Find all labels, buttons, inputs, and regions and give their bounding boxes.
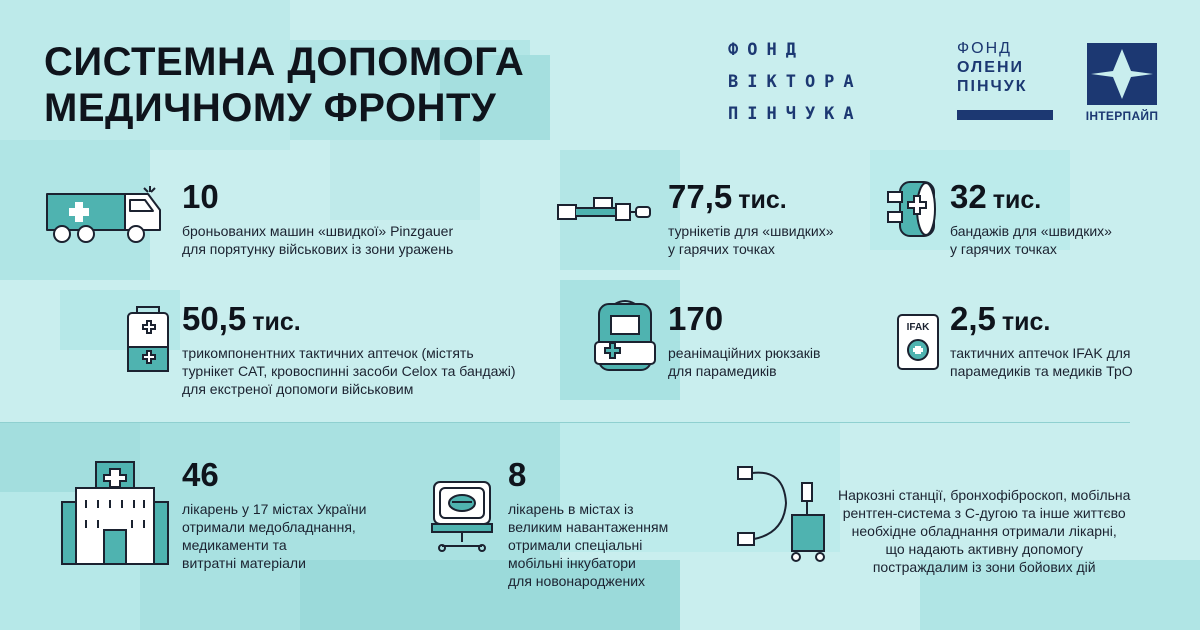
ifak-label: IFAK xyxy=(906,322,930,333)
page-title-line-2: МЕДИЧНОМУ ФРОНТУ xyxy=(44,86,497,130)
bandage-icon xyxy=(886,178,940,240)
stat-unit: тис. xyxy=(252,308,301,336)
stat-bandages xyxy=(950,180,1112,258)
stat-number: 170 xyxy=(668,300,724,337)
incubator-icon xyxy=(430,478,494,554)
stat-number: 50,5 тис. xyxy=(182,300,301,337)
stat-number: 2,5 тис. xyxy=(950,300,1051,337)
stat-description: тактичних аптечок IFAK для парамедиків та медиків ТрО xyxy=(950,345,1133,379)
stat-ambulances xyxy=(182,180,453,258)
stat-tourniquets xyxy=(668,180,833,258)
interpipe-logo-text: ІНТЕРПАЙП xyxy=(1085,109,1159,123)
logo-text: ПІНЧУК xyxy=(957,78,1028,95)
medical-backpack-icon xyxy=(593,298,657,374)
tourniquet-icon xyxy=(556,193,656,233)
stat-unit: тис. xyxy=(738,186,787,214)
stat-hospitals xyxy=(182,458,366,572)
stat-number: 46 xyxy=(182,456,219,493)
stat-number: 10 xyxy=(182,178,219,215)
logo-text: ПІНЧУКА xyxy=(728,104,863,124)
logo-text: ОЛЕНИ xyxy=(957,59,1024,76)
stat-description: броньованих машин «швидкої» Pinzgauer для порятунку військових із зони уражень xyxy=(182,223,454,257)
stat-ifak-kits xyxy=(950,302,1133,380)
c-arm-xray-icon xyxy=(732,463,828,563)
logo-text: ФОНД xyxy=(957,40,1012,57)
stat-description: бандажів для «швидких» у гарячих точках xyxy=(950,223,1112,257)
section-divider xyxy=(0,422,1130,423)
stat-description: лікарень у 17 містах України отримали медобладнання, медикаменти та витратні матеріали xyxy=(182,501,367,571)
stat-number: 32 тис. xyxy=(950,178,1042,215)
stat-unit: тис. xyxy=(1001,308,1051,336)
stat-number: 77,5 тис. xyxy=(668,178,787,215)
ifak-kit-icon xyxy=(895,312,941,372)
stat-incubators xyxy=(508,458,668,590)
logo-bar xyxy=(957,110,1053,120)
stat-description: трикомпонентних тактичних аптечок (містять турнікет CAT, кровоспинні засоби Celox та бандажі) для екстреної допомоги військовим xyxy=(182,345,516,397)
stat-description: реанімаційних рюкзаків для парамедиків xyxy=(668,345,821,379)
logo-text: ФОНД xyxy=(728,40,805,60)
stat-description: Наркозні станції, бронхофіброскоп, мобільна рентген-система з С-дугою та інше життєво необхідне обладнання отримали лікарні, що надають активну допомогу постраждалим із зони бойових дій xyxy=(838,487,1131,575)
interpipe-logo-mark xyxy=(1087,43,1157,105)
stat-backpacks xyxy=(668,302,820,380)
logo-text: ВІКТОРА xyxy=(728,72,863,92)
stat-first-aid-kits xyxy=(182,302,516,398)
stat-description: турнікетів для «швидких» у гарячих точках xyxy=(668,223,834,257)
hospital-icon xyxy=(60,460,170,566)
page-title-line-1: СИСТЕМНА ДОПОМОГА xyxy=(44,40,525,84)
first-aid-kit-icon xyxy=(125,303,171,375)
stat-unit: тис. xyxy=(992,186,1042,214)
stat-equipment xyxy=(838,486,1130,576)
armored-ambulance-icon xyxy=(44,180,166,250)
stat-number: 8 xyxy=(508,456,527,493)
stat-description: лікарень в містах із великим навантаженням отримали спеціальні мобільні інкубатори для новонароджених xyxy=(508,501,669,589)
